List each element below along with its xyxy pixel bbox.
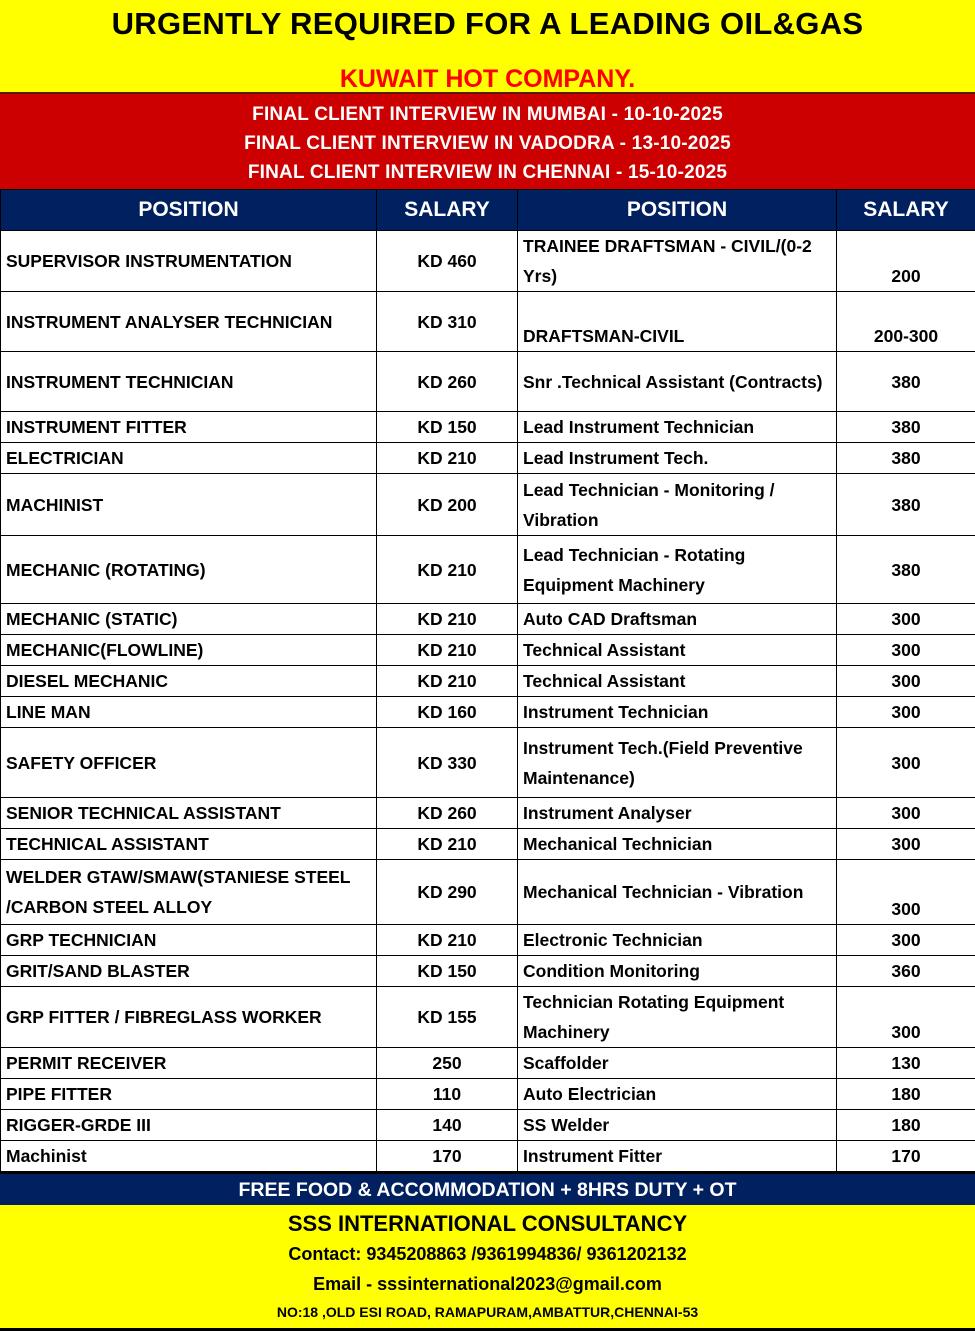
table-row <box>1 666 975 697</box>
position-left-cell: MECHANIC (ROTATING) <box>1 536 377 604</box>
salary-right-cell: 380 <box>837 536 975 604</box>
table-row <box>1 697 975 728</box>
position-right-cell: SS Welder <box>518 1110 837 1141</box>
salary-right-cell: 180 <box>837 1110 975 1141</box>
salary-left-cell: KD 310 <box>377 292 518 352</box>
salary-left-cell: KD 210 <box>377 635 518 666</box>
salary-left-cell: KD 150 <box>377 956 518 987</box>
position-right-cell: Condition Monitoring <box>518 956 837 987</box>
headline: URGENTLY REQUIRED FOR A LEADING OIL&GAS <box>0 0 975 42</box>
table-row <box>1 829 975 860</box>
salary-left-cell: KD 210 <box>377 536 518 604</box>
position-right-cell: Instrument Tech.(Field Preventive Maintenance) <box>518 728 837 798</box>
salary-left-cell: KD 210 <box>377 604 518 635</box>
salary-right-cell: 380 <box>837 443 975 474</box>
position-left-cell: INSTRUMENT TECHNICIAN <box>1 352 377 412</box>
position-right-cell: Lead Instrument Technician <box>518 412 837 443</box>
salary-right-cell: 300 <box>837 925 975 956</box>
position-left-cell: INSTRUMENT FITTER <box>1 412 377 443</box>
table-row <box>1 925 975 956</box>
positions-table <box>0 189 975 1172</box>
table-row <box>1 635 975 666</box>
benefits-banner: FREE FOOD & ACCOMMODATION + 8HRS DUTY + OT <box>0 1172 975 1205</box>
salary-right-cell: 300 <box>837 860 975 925</box>
table-body <box>1 231 975 1172</box>
position-left-cell: MECHANIC(FLOWLINE) <box>1 635 377 666</box>
salary-right-cell: 180 <box>837 1079 975 1110</box>
position-right-cell: Lead Instrument Tech. <box>518 443 837 474</box>
salary-right-cell: 380 <box>837 352 975 412</box>
table-row <box>1 231 975 292</box>
interview-schedule <box>0 94 975 189</box>
position-left-cell: WELDER GTAW/SMAW(STANIESE STEEL /CARBON STEEL ALLOY <box>1 860 377 925</box>
table-row <box>1 1048 975 1079</box>
position-left-cell: MACHINIST <box>1 474 377 536</box>
salary-left-cell: 110 <box>377 1079 518 1110</box>
salary-right-cell: 200-300 <box>837 292 975 352</box>
salary-left-cell: KD 290 <box>377 860 518 925</box>
position-right-cell: Instrument Technician <box>518 697 837 728</box>
salary-left-cell: KD 260 <box>377 352 518 412</box>
contact-phones: Contact: 9345208863 /9361994836/ 9361202132 <box>0 1239 975 1269</box>
position-left-cell: RIGGER-GRDE III <box>1 1110 377 1141</box>
table-row <box>1 956 975 987</box>
salary-right-cell: 360 <box>837 956 975 987</box>
position-left-cell: SUPERVISOR INSTRUMENTATION <box>1 231 377 292</box>
position-right-cell: Technician Rotating Equipment Machinery <box>518 987 837 1048</box>
table-row <box>1 604 975 635</box>
salary-right-cell: 300 <box>837 604 975 635</box>
salary-right-cell: 300 <box>837 728 975 798</box>
position-right-cell: Technical Assistant <box>518 635 837 666</box>
position-right-cell: Electronic Technician <box>518 925 837 956</box>
position-left-cell: SENIOR TECHNICAL ASSISTANT <box>1 798 377 829</box>
salary-left-cell: KD 330 <box>377 728 518 798</box>
position-right-cell: Lead Technician - Monitoring / Vibration <box>518 474 837 536</box>
position-right-cell: Instrument Analyser <box>518 798 837 829</box>
position-left-cell: GRP FITTER / FIBREGLASS WORKER <box>1 987 377 1048</box>
position-left-cell: PIPE FITTER <box>1 1079 377 1110</box>
position-right-cell: DRAFTSMAN-CIVIL <box>518 292 837 352</box>
contact-footer <box>0 1205 975 1331</box>
position-left-cell: GRIT/SAND BLASTER <box>1 956 377 987</box>
table-row <box>1 1110 975 1141</box>
salary-left-cell: KD 460 <box>377 231 518 292</box>
table-row <box>1 987 975 1048</box>
salary-left-cell: KD 210 <box>377 925 518 956</box>
salary-left-cell: KD 160 <box>377 697 518 728</box>
header-position-left: POSITION <box>1 190 377 231</box>
header-salary-left: SALARY <box>377 190 518 231</box>
salary-right-cell: 300 <box>837 635 975 666</box>
position-left-cell: GRP TECHNICIAN <box>1 925 377 956</box>
table-row <box>1 292 975 352</box>
position-left-cell: INSTRUMENT ANALYSER TECHNICIAN <box>1 292 377 352</box>
consultancy-name: SSS INTERNATIONAL CONSULTANCY <box>0 1209 975 1239</box>
position-left-cell: PERMIT RECEIVER <box>1 1048 377 1079</box>
table-row <box>1 474 975 536</box>
position-right-cell: Auto CAD Draftsman <box>518 604 837 635</box>
salary-right-cell: 300 <box>837 798 975 829</box>
interview-mumbai: FINAL CLIENT INTERVIEW IN MUMBAI - 10-10-2025 <box>0 100 975 129</box>
address: NO:18 ,OLD ESI ROAD, RAMAPURAM,AMBATTUR,CHENNAI-53 <box>0 1299 975 1325</box>
salary-right-cell: 380 <box>837 474 975 536</box>
salary-right-cell: 380 <box>837 412 975 443</box>
salary-right-cell: 200 <box>837 231 975 292</box>
salary-left-cell: 140 <box>377 1110 518 1141</box>
table-row <box>1 412 975 443</box>
table-row <box>1 1141 975 1172</box>
interview-vadodra: FINAL CLIENT INTERVIEW IN VADODRA - 13-10-2025 <box>0 129 975 158</box>
salary-left-cell: KD 150 <box>377 412 518 443</box>
salary-left-cell: 250 <box>377 1048 518 1079</box>
salary-right-cell: 300 <box>837 987 975 1048</box>
position-right-cell: Snr .Technical Assistant (Contracts) <box>518 352 837 412</box>
position-left-cell: Machinist <box>1 1141 377 1172</box>
position-left-cell: DIESEL MECHANIC <box>1 666 377 697</box>
salary-right-cell: 300 <box>837 666 975 697</box>
salary-left-cell: KD 210 <box>377 666 518 697</box>
salary-left-cell: KD 260 <box>377 798 518 829</box>
position-right-cell: Technical Assistant <box>518 666 837 697</box>
position-right-cell: Mechanical Technician - Vibration <box>518 860 837 925</box>
contact-email: Email - sssinternational2023@gmail.com <box>0 1269 975 1299</box>
salary-left-cell: KD 155 <box>377 987 518 1048</box>
company-name: KUWAIT HOT COMPANY. <box>0 42 975 96</box>
position-left-cell: LINE MAN <box>1 697 377 728</box>
position-left-cell: SAFETY OFFICER <box>1 728 377 798</box>
table-row <box>1 860 975 925</box>
header-banner <box>0 0 975 94</box>
salary-left-cell: KD 200 <box>377 474 518 536</box>
table-row <box>1 536 975 604</box>
table-header-row <box>1 190 975 231</box>
table-row <box>1 728 975 798</box>
position-left-cell: MECHANIC (STATIC) <box>1 604 377 635</box>
position-right-cell: Auto Electrician <box>518 1079 837 1110</box>
salary-right-cell: 300 <box>837 697 975 728</box>
interview-chennai: FINAL CLIENT INTERVIEW IN CHENNAI - 15-10-2025 <box>0 158 975 187</box>
salary-right-cell: 300 <box>837 829 975 860</box>
salary-right-cell: 130 <box>837 1048 975 1079</box>
table-row <box>1 352 975 412</box>
salary-left-cell: KD 210 <box>377 829 518 860</box>
salary-left-cell: 170 <box>377 1141 518 1172</box>
salary-left-cell: KD 210 <box>377 443 518 474</box>
position-right-cell: Instrument Fitter <box>518 1141 837 1172</box>
position-right-cell: Mechanical Technician <box>518 829 837 860</box>
table-row <box>1 443 975 474</box>
table-row <box>1 1079 975 1110</box>
position-right-cell: TRAINEE DRAFTSMAN - CIVIL/(0-2 Yrs) <box>518 231 837 292</box>
position-right-cell: Scaffolder <box>518 1048 837 1079</box>
table-row <box>1 798 975 829</box>
salary-right-cell: 170 <box>837 1141 975 1172</box>
header-position-right: POSITION <box>518 190 837 231</box>
position-left-cell: TECHNICAL ASSISTANT <box>1 829 377 860</box>
position-right-cell: Lead Technician - Rotating Equipment Machinery <box>518 536 837 604</box>
header-salary-right: SALARY <box>837 190 975 231</box>
position-left-cell: ELECTRICIAN <box>1 443 377 474</box>
